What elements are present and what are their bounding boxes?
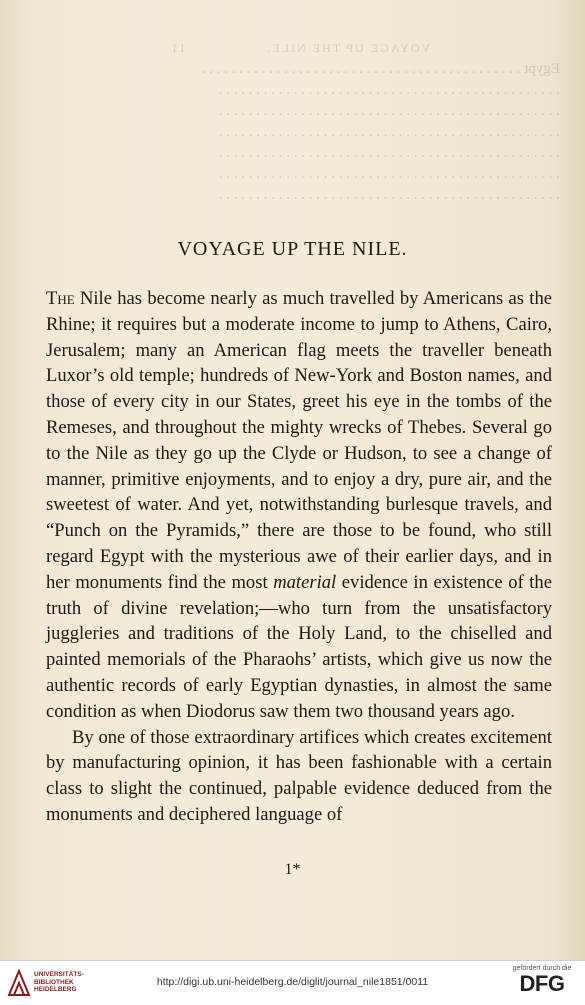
italic-word: material: [273, 571, 337, 593]
permalink-url[interactable]: http://digi.ub.uni-heidelberg.de/diglit/journal_nile1851/0011: [156, 976, 429, 988]
paragraph-2: By one of those extraordinary artifices which creates excitement by manufacturing opinion, it has been fashionable with a certain class to slight the continued, palpable evidence deduced from the monuments and deciphered language of: [46, 726, 552, 825]
body-text: [46, 286, 552, 828]
sponsor-label: gefördert durch die: [512, 965, 572, 972]
library-logo-icon[interactable]: [6, 969, 32, 997]
library-logo-text[interactable]: [34, 971, 84, 994]
chapter-title: VOYAGE UP THE NILE.: [177, 238, 408, 260]
logo-line-1: UNIVERSITÄTS-: [34, 971, 84, 978]
paragraph-1-tail: evidence in existence of the truth of divine revelation;—who turn from the unsatisfactory juggleries and traditions of the Holy Land, to the chiselled and painted memorials of the Pharaohs’ artists, which give us now the authentic records of early Egyptian dynasties, in almost the same condition as when Diodorus saw them two thousand years ago.: [46, 571, 552, 722]
paragraph-1: [46, 286, 552, 725]
dfg-logo-icon: DFG: [519, 971, 565, 996]
logo-line-3: HEIDELBERG: [34, 986, 77, 993]
signature-mark: 1*: [284, 861, 301, 878]
paragraph-1-text: Nile has become nearly as much travelled by Americans as the Rhine; it requires but a moderate income to jump to Athens, Cairo, Jerusalem; many an American flag meets the traveller beneath Luxor’s old temple; hundreds of New-York and Boston names, and those of every city in our States, greet his eye in the tombs of the Remeses, and throughout the mighty wrecks of Thebes. Several go to the Nile as they go up the Clyde or Hudson, to see a change of manner, primitive enjoyments, and to enjoy a dry, pure air, and the sweetest of water. And yet, notwithstanding burlesque travels, and “Punch on the Pyramids,” there are those to be found, who still regard Egypt with the mysterious awe of their earlier days, and in her monuments find the most: [46, 288, 552, 593]
footer-bar: [0, 960, 585, 1005]
show-through-text: VOYAGE UP THE NILE. 11 Egypt . . . . . . . . . . . . . . . . . . . . . . . . . . . . . . . . . . . . . . . . . . . . . . . . . . . . . . . . . . . . . . . . . . . . . . . . . . . . . . . . . . . . . . . . . . . . . . . . . . . . . . . . . . . . . . . . . . . . . . . . . . . . . . . . . . . . . . . . . . . . . . . . . . . . . . . . . . . . . . . . . . . . . . . . . . . . . . . . . . . . . . . . . . . . . . . . . . . . . . . . . . . . . . . . . . . . . . . . . . . . . . . . . . . . . . . . . . . . . . . . . . . . . . . . . . . . . . . . . . . . . . . . . . . . . . . . . . . . . . . . . . . . . . . . . . . . . . . . . . . . . . . . . . . . . . . . . . . . . . .: [169, 41, 560, 203]
logo-line-2: BIBLIOTHEK: [34, 978, 74, 986]
sponsor-logo[interactable]: [507, 965, 577, 996]
paragraph-lead-word: The: [46, 288, 75, 309]
